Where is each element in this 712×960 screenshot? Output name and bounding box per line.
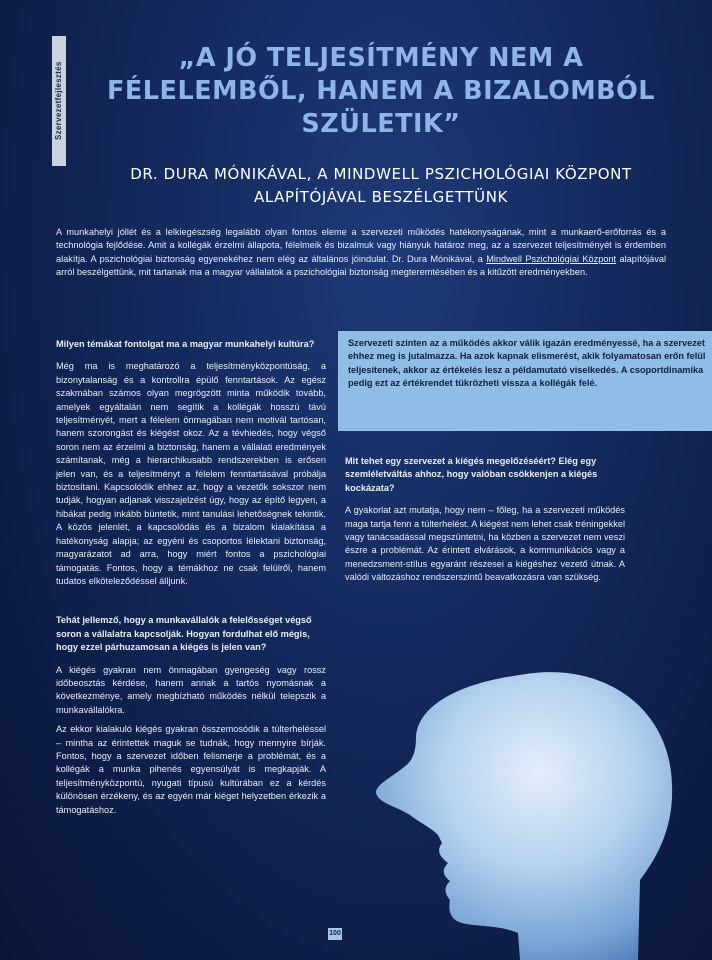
head-silhouette-illustration bbox=[370, 665, 712, 960]
pull-quote: Szervezeti szinten az a működés akkor válik igazán eredményessé, ha a szervezet ehhez meg is jutalmazza. Ha azok kapnak elismerést, akik folyamatosan erőn felül teljesítenek, akkor az értékelés lesz a példamutató viselkedés. A csoportdinamika pedig ezt az értékrendet tükrözheti vissza a kollégák felé. bbox=[338, 331, 712, 431]
question-3: Mit tehet egy szervezet a kiégés megelőzéséért? Elég egy szemléletváltás ahhoz, hogy valóban csökkenjen a kiégés kockázata? bbox=[345, 456, 598, 493]
lead-text: A munkahelyi jóllét és a lelkiegészség legalább olyan fontos eleme a szervezeti működés hatékonyságának, mint a munkaerő-erőforrás és a technológia fejlődése. Amit a kollégák érzelmi állapota, félelmeik és bizalmuk vagy hiányuk határoz meg, az a szervezet teljesítményét is érdemben alakítja. A pszichológiai biztonság egyenekéhez nem elég az általános jóindulat. Dr. Dura Mónikával, a Mindwell Pszichológiai Központ alapítójával arról beszélgettünk, mit tartanak ma a magyar vállalatok a pszichológiai biztonság megteremtésében és a kitűzött eredményekben. bbox=[56, 227, 666, 278]
headline: „A JÓ TELJESÍTMÉNY NEM A FÉLELEMBŐL, HANEM A BIZALOMBÓL SZÜLETIK” bbox=[106, 43, 656, 139]
answer-1: Még ma is meghatározó a teljesítményközpontúság, a bizonytalanság és a kontrollra épülő fenntartások. Az egész szakmában számos olyan megrögzött minta működik tovább, amelyek egyáltalán nem segítik a kollégák hosszú távú teljesítményét, mert a félelem önmagában nem motivál tartósan, hanem szorongást és kiégést okoz. Az a tévhiedés, hogy végső soron nem az érzelmi a biztonság, hanem a vállalati eredmények számítanak, még a hierarchikusabb rendszerekben is erősen jelen van, és a teljesítményt a félelem fenntartásával próbálja biztosítani. Kapcsolódik ehhez az, hogy a vezetők sokszor nem tudják, hogyan adjanak visszajelzést úgy, hogy az építő legyen, a hibákat pedig inkább büntetik, mint tanulási lehetőségnek tekintik. A közös jelenlét, a kapcsolódás és a bizalom kialakítása a hatékonyság alapja; az egyéni és csoportos lélektani biztonság, magyarázatot ad arra, hogy miért fontos a pszichológiai támogatás. Fontos, hogy a témákhoz ne csak felülről, hanem tudatos elköteleződéssel álljunk. bbox=[56, 361, 326, 586]
lead-link[interactable]: Mindwell Pszichológiai Központ bbox=[486, 253, 617, 264]
answer-3: A gyakorlat azt mutatja, hogy nem – főleg, ha a szervezeti működés maga tartja fenn a túlterhelést. A kiégést nem lehet csak tréningekkel vagy tanácsadással megszüntetni, ha közben a szervezet nem veszi észre a problémát. Az érintett elvárások, a kommunikációs vagy a menedzsment-stílus egyaránt részesei a kiégéshez vezető útnak. A valódi változáshoz rendszerszintű beavatkozásra van szükség. bbox=[345, 505, 625, 583]
section-label: Szervezetfejlesztés bbox=[52, 36, 66, 166]
question-2: Tehát jellemző, hogy a munkavállalók a felelősséget végső soron a vállalatra kapcsolják. Hogyan fordulhat elő mégis, hogy ezzel párhuzamosan a kiégés is jelen van? bbox=[56, 615, 312, 653]
page-number: 100 bbox=[328, 928, 342, 940]
subheadline: DR. DURA MÓNIKÁVAL, A MINDWELL PSZICHOLÓGIAI KÖZPONT ALAPÍTÓJÁVAL BESZÉLGETTÜNK bbox=[130, 165, 632, 206]
left-column bbox=[56, 338, 326, 823]
lead-paragraph bbox=[56, 226, 666, 280]
right-column bbox=[345, 455, 625, 591]
question-1: Milyen témákat fontolgat ma a magyar munkahelyi kultúra? bbox=[56, 339, 315, 349]
answer-2b: Az ekkor kialakuló kiégés gyakran összemosódik a túlterheléssel – mintha az érintettek maguk se tudnák, hogy mennyire bírják. Fontos, hogy a szervezet időben felismerje a problémát, és a kollégák a munka pihenés egyensúlyát is megkapják. A teljesítményközpontú, nyugati típusú kultúrában ez a kérdés különösen érzékeny, és az egyén már kiéget helyzetben érkezik a támogatáshoz. bbox=[56, 724, 326, 815]
answer-2a: A kiégés gyakran nem önmagában gyengeség vagy rossz időbeosztás kérdése, hanem annak a tartós nyomásnak a következménye, amely megbízható működés nélkül telepszik a munkavállalókra. bbox=[56, 664, 326, 715]
